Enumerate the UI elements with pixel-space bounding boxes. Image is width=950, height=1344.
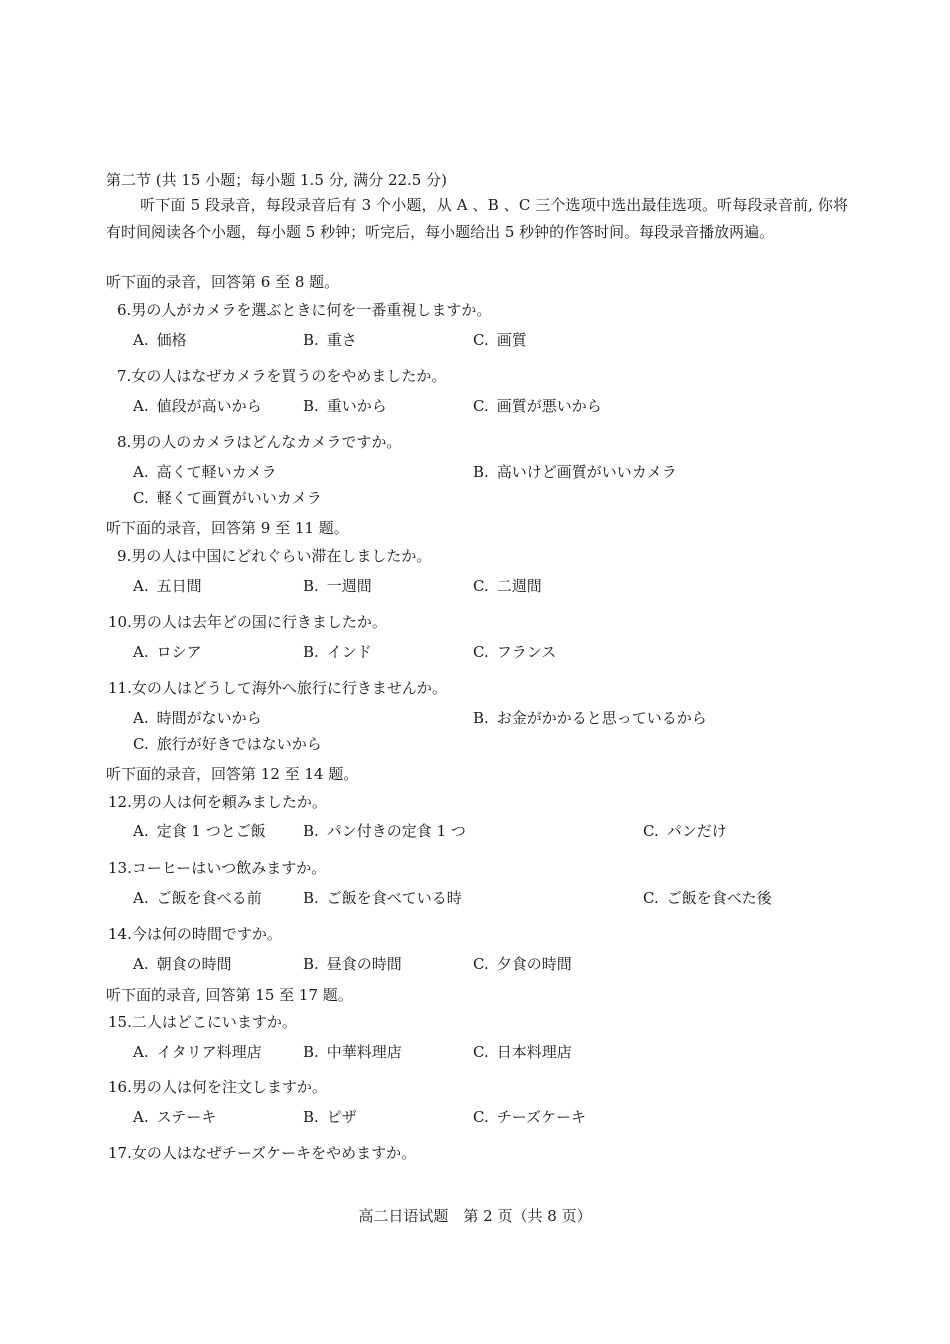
option-text: 軽くて画質がいいカメラ bbox=[156, 489, 322, 507]
option-text: パンだけ bbox=[666, 822, 727, 840]
option-letter: B. bbox=[303, 643, 319, 661]
option-text: ご飯を食べている時 bbox=[326, 889, 462, 907]
option-text: ロシア bbox=[156, 643, 202, 661]
question-text: 男の人は去年どの国に行きましたか。 bbox=[131, 613, 387, 631]
option-text: ステーキ bbox=[156, 1108, 217, 1126]
answer-option bbox=[133, 734, 322, 754]
question-number: 7. bbox=[117, 367, 132, 385]
question-number: 10. bbox=[108, 613, 132, 631]
option-text: 重さ bbox=[326, 331, 357, 349]
option-text: ピザ bbox=[326, 1108, 357, 1126]
option-text: 定食 1 つとご飯 bbox=[156, 822, 266, 840]
instructions-text: 听下面 5 段录音，每段录音后有 3 个小题，从 A 、B 、C 三个选项中选出最佳选项。听每段录音前, 你将有时间阅读各个小题，每小题 5 秒钟；听完后，每小题给出 5 秒钟的作答时间。每段录音播放两遍。 bbox=[106, 196, 848, 241]
option-letter: B. bbox=[303, 577, 319, 595]
group-instruction: 听下面的录音，回答第 6 至 8 题。 bbox=[106, 273, 340, 291]
question-text: 二人はどこにいますか。 bbox=[131, 1013, 297, 1031]
answer-option bbox=[133, 488, 322, 508]
option-text: 重いから bbox=[326, 397, 387, 415]
answer-option bbox=[133, 576, 202, 596]
question-10 bbox=[108, 612, 387, 632]
option-text: イタリア料理店 bbox=[156, 1043, 262, 1061]
option-letter: B. bbox=[303, 822, 319, 840]
question-number: 17. bbox=[108, 1144, 132, 1162]
option-text: 値段が高いから bbox=[156, 397, 262, 415]
group-instruction: 听下面的录音，回答第 9 至 11 题。 bbox=[106, 519, 349, 537]
instructions-paragraph bbox=[106, 192, 848, 246]
answer-option bbox=[303, 330, 357, 350]
answer-option bbox=[303, 1042, 402, 1062]
question-text: コーヒーはいつ飲みますか。 bbox=[131, 859, 327, 877]
option-letter: B. bbox=[303, 331, 319, 349]
option-letter: C. bbox=[473, 577, 489, 595]
option-text: 画質 bbox=[496, 331, 527, 349]
question-number: 9. bbox=[117, 547, 132, 565]
answer-option bbox=[133, 888, 262, 908]
group-instruction: 听下面的录音，回答第 12 至 14 题。 bbox=[106, 765, 359, 783]
answer-option bbox=[643, 821, 727, 841]
option-text: インド bbox=[326, 643, 372, 661]
option-text: 時間がないから bbox=[156, 709, 262, 727]
option-letter: A. bbox=[133, 1043, 149, 1061]
option-letter: B. bbox=[473, 463, 489, 481]
question-6 bbox=[117, 300, 491, 320]
option-letter: C. bbox=[473, 331, 489, 349]
option-text: お金がかかると思っているから bbox=[496, 709, 707, 727]
question-number: 6. bbox=[117, 301, 132, 319]
question-15 bbox=[108, 1012, 297, 1032]
option-text: 画質が悪いから bbox=[496, 397, 602, 415]
answer-option bbox=[473, 1042, 572, 1062]
answer-option bbox=[133, 396, 262, 416]
answer-option bbox=[303, 642, 372, 662]
option-text: ご飯を食べた後 bbox=[666, 889, 772, 907]
page-footer: 高二日语试题 第 2 页（共 8 页） bbox=[358, 1207, 592, 1225]
option-letter: C. bbox=[133, 489, 149, 507]
option-text: 二週間 bbox=[496, 577, 542, 595]
question-text: 男の人は何を注文しますか。 bbox=[131, 1078, 327, 1096]
section-header: 第二节 (共 15 小题；每小题 1.5 分, 满分 22.5 分) bbox=[106, 171, 447, 189]
option-text: 夕食の時間 bbox=[496, 955, 572, 973]
option-text: 日本料理店 bbox=[496, 1043, 572, 1061]
option-letter: C. bbox=[643, 822, 659, 840]
answer-option bbox=[133, 708, 262, 728]
option-letter: B. bbox=[303, 1043, 319, 1061]
question-14 bbox=[108, 924, 282, 944]
option-text: チーズケーキ bbox=[496, 1108, 586, 1126]
option-text: フランス bbox=[496, 643, 557, 661]
option-letter: C. bbox=[133, 735, 149, 753]
question-9 bbox=[117, 546, 431, 566]
option-letter: C. bbox=[473, 643, 489, 661]
option-letter: A. bbox=[133, 463, 149, 481]
question-number: 11. bbox=[108, 679, 132, 697]
question-number: 16. bbox=[108, 1078, 132, 1096]
option-text: 一週間 bbox=[326, 577, 372, 595]
answer-option bbox=[473, 954, 572, 974]
question-text: 女の人はなぜチーズケーキをやめますか。 bbox=[131, 1144, 417, 1162]
option-letter: C. bbox=[643, 889, 659, 907]
option-letter: A. bbox=[133, 955, 149, 973]
question-text: 男の人のカメラはどんなカメラですか。 bbox=[131, 433, 402, 451]
option-letter: A. bbox=[133, 1108, 149, 1126]
answer-option bbox=[473, 576, 542, 596]
answer-option bbox=[133, 1042, 262, 1062]
option-letter: A. bbox=[133, 709, 149, 727]
group-instruction: 听下面的录音, 回答第 15 至 17 题。 bbox=[106, 986, 353, 1004]
option-text: 高くて軽いカメラ bbox=[156, 463, 277, 481]
question-text: 男の人がカメラを選ぶときに何を一番重視しますか。 bbox=[131, 301, 492, 319]
option-letter: A. bbox=[133, 822, 149, 840]
answer-option bbox=[473, 642, 556, 662]
question-number: 14. bbox=[108, 925, 132, 943]
answer-option bbox=[473, 1107, 586, 1127]
answer-option bbox=[133, 954, 232, 974]
answer-option bbox=[303, 888, 462, 908]
option-letter: C. bbox=[473, 397, 489, 415]
option-letter: A. bbox=[133, 889, 149, 907]
answer-option bbox=[303, 576, 372, 596]
option-letter: A. bbox=[133, 577, 149, 595]
question-number: 13. bbox=[108, 859, 132, 877]
question-7 bbox=[117, 366, 446, 386]
option-text: 高いけど画質がいいカメラ bbox=[496, 463, 677, 481]
answer-option bbox=[643, 888, 772, 908]
option-letter: B. bbox=[473, 709, 489, 727]
question-11 bbox=[108, 678, 447, 698]
question-13 bbox=[108, 858, 326, 878]
answer-option bbox=[133, 462, 277, 482]
option-text: パン付きの定食 1 つ bbox=[326, 822, 466, 840]
answer-option bbox=[303, 821, 466, 841]
option-text: 五日間 bbox=[156, 577, 202, 595]
option-letter: B. bbox=[303, 955, 319, 973]
answer-option bbox=[133, 642, 202, 662]
option-letter: B. bbox=[303, 889, 319, 907]
option-letter: A. bbox=[133, 643, 149, 661]
answer-option bbox=[303, 954, 402, 974]
answer-option bbox=[473, 462, 677, 482]
question-16 bbox=[108, 1077, 327, 1097]
option-letter: A. bbox=[133, 331, 149, 349]
option-text: 朝食の時間 bbox=[156, 955, 232, 973]
question-8 bbox=[117, 432, 401, 452]
question-text: 女の人はなぜカメラを買うのをやめましたか。 bbox=[131, 367, 447, 385]
option-letter: A. bbox=[133, 397, 149, 415]
answer-option bbox=[133, 1107, 216, 1127]
option-letter: B. bbox=[303, 397, 319, 415]
question-text: 男の人は何を頼みましたか。 bbox=[131, 793, 327, 811]
option-letter: C. bbox=[473, 1043, 489, 1061]
question-text: 男の人は中国にどれぐらい滞在しましたか。 bbox=[131, 547, 432, 565]
question-17 bbox=[108, 1143, 416, 1163]
option-text: 中華料理店 bbox=[326, 1043, 402, 1061]
question-12 bbox=[108, 792, 327, 812]
option-text: 昼食の時間 bbox=[326, 955, 402, 973]
answer-option bbox=[133, 821, 266, 841]
answer-option bbox=[303, 396, 387, 416]
answer-option bbox=[473, 708, 707, 728]
option-letter: B. bbox=[303, 1108, 319, 1126]
answer-option bbox=[473, 330, 527, 350]
question-number: 15. bbox=[108, 1013, 132, 1031]
question-text: 女の人はどうして海外へ旅行に行きませんか。 bbox=[131, 679, 447, 697]
option-letter: C. bbox=[473, 955, 489, 973]
option-text: 価格 bbox=[156, 331, 187, 349]
answer-option bbox=[133, 330, 187, 350]
question-text: 今は何の時間ですか。 bbox=[131, 925, 282, 943]
question-number: 8. bbox=[117, 433, 132, 451]
answer-option bbox=[303, 1107, 357, 1127]
answer-option bbox=[473, 396, 602, 416]
question-number: 12. bbox=[108, 793, 132, 811]
option-text: 旅行が好きではないから bbox=[156, 735, 322, 753]
option-letter: C. bbox=[473, 1108, 489, 1126]
option-text: ご飯を食べる前 bbox=[156, 889, 262, 907]
